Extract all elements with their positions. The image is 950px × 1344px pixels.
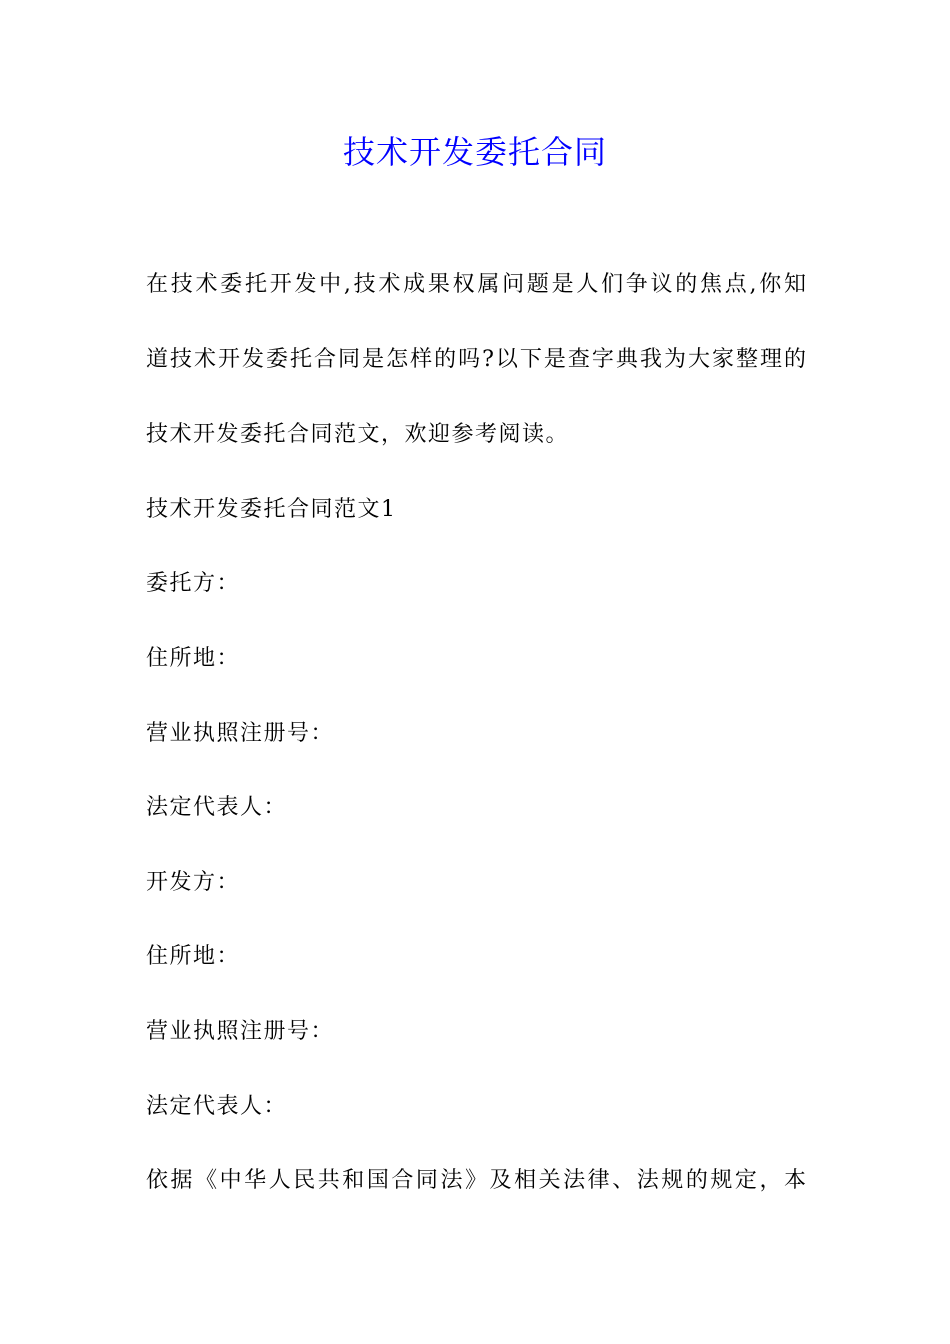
field-developer-license: 营业执照注册号： [146,1019,335,1044]
field-client-license: 营业执照注册号： [146,721,335,746]
document-title: 技术开发委托合同 [342,133,607,171]
field-client: 委托方： [146,571,241,596]
closing-line: 依据《中华人民共和国合同法》及相关法律、法规的规定，本 [146,1168,806,1193]
intro-line-1: 在技术委托开发中,技术成果权属问题是人们争议的焦点,你知 [146,272,806,297]
field-client-address: 住所地： [146,646,241,671]
intro-line-2: 道技术开发委托合同是怎样的吗?以下是查字典我为大家整理的 [146,347,806,372]
field-developer-address: 住所地： [146,944,241,969]
section-heading: 技术开发委托合同范文1 [146,497,397,522]
field-client-representative: 法定代表人： [146,795,288,820]
intro-line-3: 技术开发委托合同范文，欢迎参考阅读。 [146,422,570,447]
field-developer: 开发方： [146,870,241,895]
field-developer-representative: 法定代表人： [146,1094,288,1119]
